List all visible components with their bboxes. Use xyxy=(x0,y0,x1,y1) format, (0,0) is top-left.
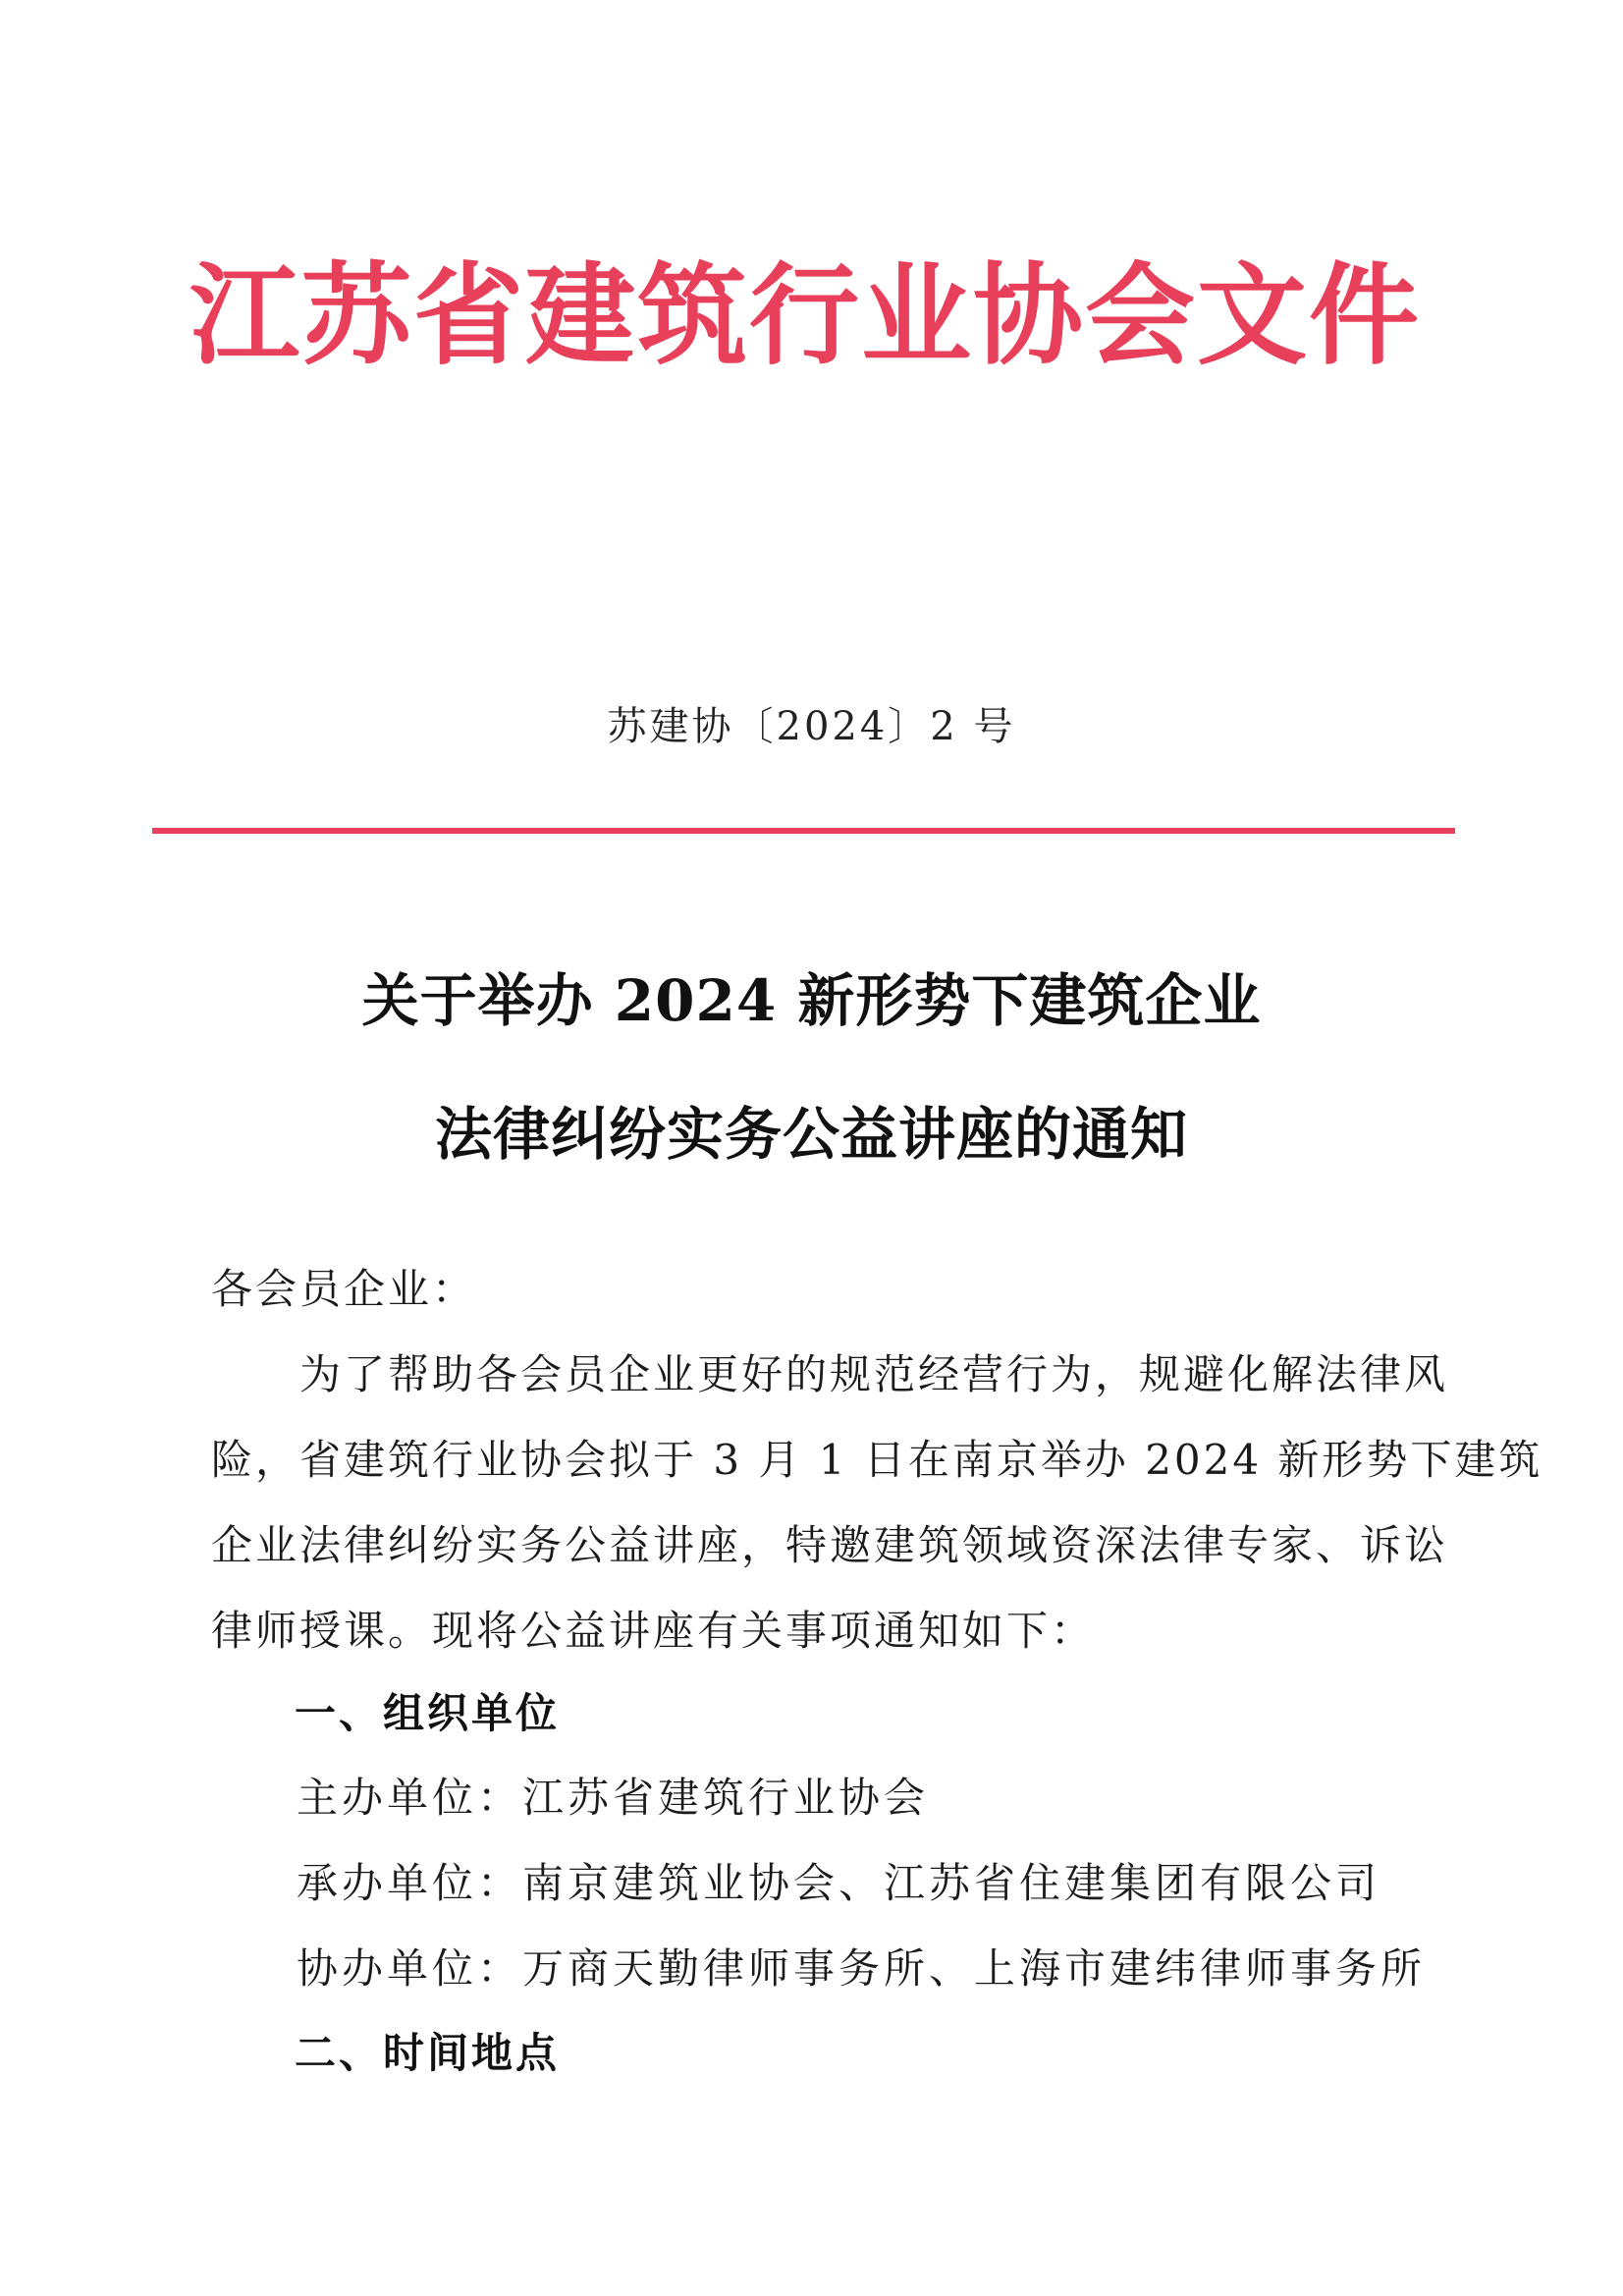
organizer-co-organizer: 协办单位：万商天勤律师事务所、上海市建纬律师事务所 xyxy=(297,1944,1427,1993)
organizer-host: 主办单位：江苏省建筑行业协会 xyxy=(297,1774,930,1822)
section-heading-time-place: 二、时间地点 xyxy=(295,2029,561,2077)
paragraph-line: 险，省建筑行业协会拟于 3 月 1 日在南京举办 2024 新形势下建筑 xyxy=(211,1436,1543,1484)
document-header-title: 江苏省建筑行业协会文件 xyxy=(189,252,1421,380)
paragraph-line: 律师授课。现将公益讲座有关事项通知如下： xyxy=(211,1607,1096,1655)
paragraph-line: 企业法律纠纷实务公益讲座，特邀建筑领域资深法律专家、诉讼 xyxy=(211,1521,1449,1569)
document-number: 苏建协〔2024〕2 号 xyxy=(607,704,1016,749)
header-divider xyxy=(152,828,1455,834)
section-heading-organizers: 一、组织单位 xyxy=(295,1689,561,1737)
notice-title-line-1: 关于举办 2024 新形势下建筑企业 xyxy=(361,967,1262,1034)
organizer-undertaker: 承办单位：南京建筑业协会、江苏省住建集团有限公司 xyxy=(297,1859,1381,1907)
notice-title-line-2: 法律纠纷实务公益讲座的通知 xyxy=(434,1101,1188,1168)
paragraph-line: 为了帮助各会员企业更好的规范经营行为，规避化解法律风 xyxy=(299,1350,1449,1398)
salutation: 各会员企业： xyxy=(211,1265,477,1313)
